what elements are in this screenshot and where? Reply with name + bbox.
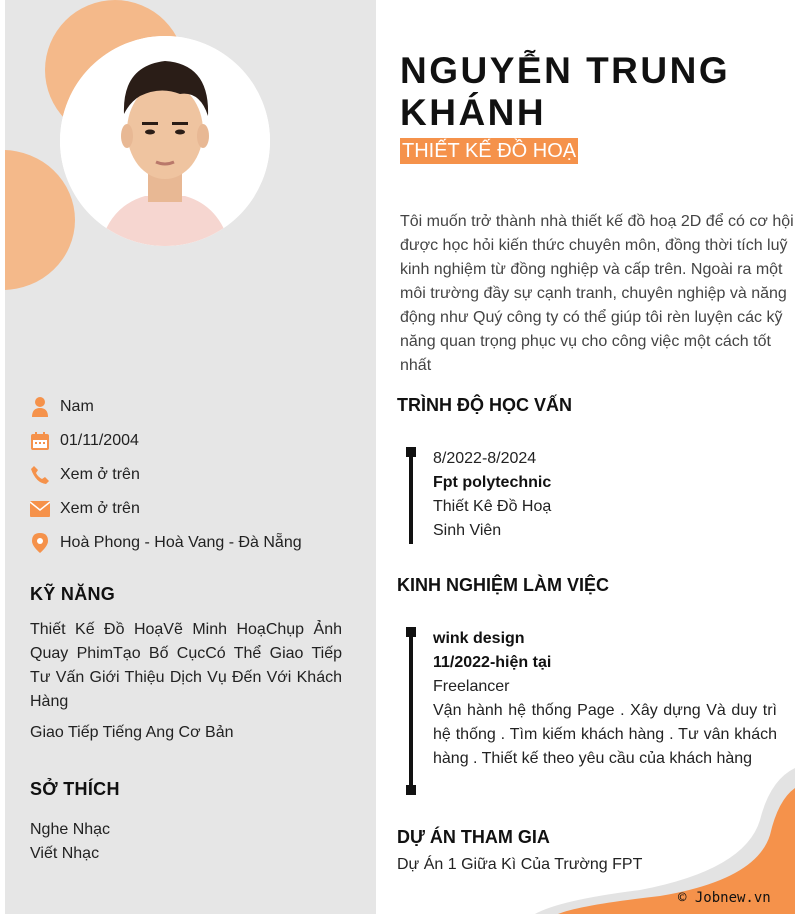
gender-text: Nam bbox=[60, 398, 94, 415]
address-text: Hoà Phong - Hoà Vang - Đà Nẵng bbox=[60, 534, 302, 551]
skills-extra: Giao Tiếp Tiếng Ang Cơ Bản bbox=[30, 724, 234, 741]
career-objective: Tôi muốn trở thành nhà thiết kế đồ hoạ 2D để có cơ hội được học hỏi kiến thức chuyên môn, đồng thời tích luỹ kinh nghiệm từ đồng nghiệp và cấp trên. Ngoài ra một môi trường đầy sự cạnh tranh, chuyên nghiệp và năng động như Quý công ty có thể giúp tôi rèn luyện các kỹ năng quan trọng phục vụ cho công việc một cách tốt nhất bbox=[400, 213, 794, 374]
experience-period: 11/2022-hiện tại bbox=[433, 654, 552, 671]
hobbies-list bbox=[30, 818, 110, 866]
education-school: Fpt polytechnic bbox=[433, 474, 552, 491]
education-entry bbox=[433, 447, 551, 543]
experience-company: wink design bbox=[433, 630, 525, 647]
project-item: Dự Án 1 Giữa Kì Của Trường FPT bbox=[397, 856, 643, 873]
timeline-line bbox=[409, 632, 413, 790]
skills-heading: KỸ NĂNG bbox=[30, 584, 116, 604]
contact-gender bbox=[30, 390, 360, 424]
projects-heading: DỰ ÁN THAM GIA bbox=[397, 827, 550, 847]
hobby-item: Nghe Nhạc bbox=[30, 821, 111, 838]
candidate-name: NGUYỄN TRUNG KHÁNH bbox=[400, 50, 731, 133]
contact-birthday bbox=[30, 424, 360, 458]
hobbies-heading: SỞ THÍCH bbox=[30, 779, 120, 799]
envelope-icon bbox=[30, 499, 50, 519]
timeline-marker bbox=[406, 785, 416, 795]
phone-icon bbox=[30, 465, 50, 485]
calendar-icon bbox=[30, 431, 50, 451]
education-heading: TRÌNH ĐỘ HỌC VẤN bbox=[397, 395, 572, 415]
experience-title: Freelancer bbox=[433, 678, 510, 695]
sidebar bbox=[5, 0, 376, 914]
experience-entry bbox=[433, 627, 777, 771]
birthday-text: 01/11/2004 bbox=[60, 432, 139, 449]
experience-description: Vận hành hệ thống Page . Xây dựng Và duy trì hệ thống . Tìm kiếm khách hàng . Tư vân khách hàng . Thiết kế theo yêu cầu của khách hàng bbox=[433, 702, 777, 767]
email-text: Xem ở trên bbox=[60, 500, 140, 517]
education-status: Sinh Viên bbox=[433, 522, 502, 539]
candidate-role: THIẾT KẾ ĐỒ HOẠ bbox=[402, 140, 577, 162]
footer-brand: © Jobnew.vn bbox=[678, 890, 771, 906]
user-icon bbox=[30, 397, 50, 417]
map-pin-icon bbox=[30, 533, 50, 553]
contact-address bbox=[30, 526, 360, 560]
contact-list bbox=[30, 390, 360, 560]
timeline-line bbox=[409, 452, 413, 544]
education-major: Thiết Kê Đồ Hoạ bbox=[433, 498, 552, 515]
phone-text: Xem ở trên bbox=[60, 466, 140, 483]
hobby-item: Viết Nhạc bbox=[30, 845, 100, 862]
contact-email bbox=[30, 492, 360, 526]
contact-phone bbox=[30, 458, 360, 492]
avatar bbox=[60, 36, 270, 246]
education-period: 8/2022-8/2024 bbox=[433, 450, 537, 467]
portrait-image bbox=[60, 36, 270, 246]
experience-heading: KINH NGHIỆM LÀM VIỆC bbox=[397, 575, 610, 595]
skills-text: Thiết Kế Đồ HoạVẽ Minh HoạChụp Ảnh Quay PhimTạo Bố CụcCó Thể Giao Tiếp Tư Vấn Giới Thiệu Dịch Vụ Đến Với Khách Hàng bbox=[30, 621, 342, 710]
